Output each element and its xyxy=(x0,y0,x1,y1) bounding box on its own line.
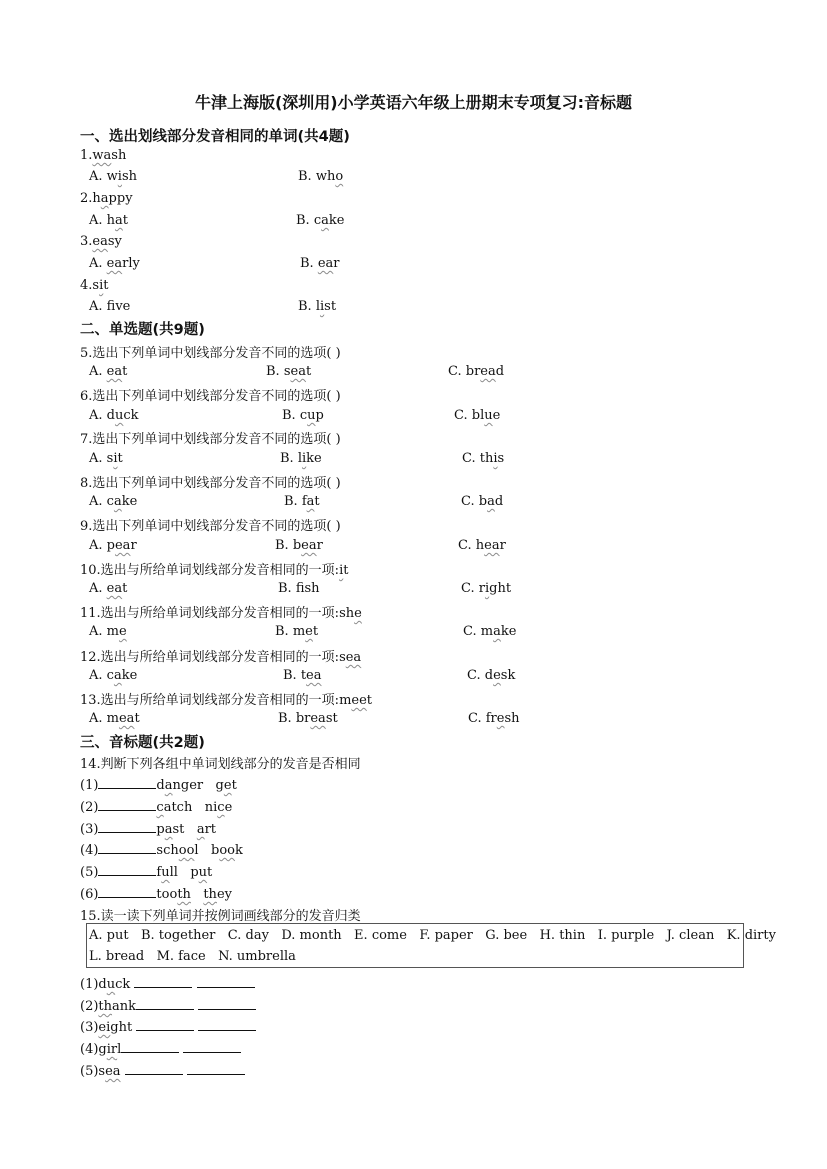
word-bank-line-2: L. bread M. face N. umbrella xyxy=(89,949,296,964)
answer-blank[interactable] xyxy=(136,1018,194,1031)
question-4: 4.sit xyxy=(80,278,109,293)
answer-blank[interactable] xyxy=(121,1040,179,1053)
q5-option-b[interactable]: B. seat xyxy=(266,364,312,379)
q8-option-c[interactable]: C. bad xyxy=(461,494,504,509)
q2-option-a[interactable]: A. hat xyxy=(89,213,129,228)
q15-item: (5)sea xyxy=(80,1062,245,1079)
q11-option-c[interactable]: C. make xyxy=(463,624,517,639)
answer-blank[interactable] xyxy=(187,1062,245,1075)
answer-blank[interactable] xyxy=(98,776,156,789)
answer-blank[interactable] xyxy=(98,863,156,876)
q3-option-b[interactable]: B. ear xyxy=(300,256,340,271)
question-7-stem: 7.选出下列单词中划线部分发音不同的选项( ) xyxy=(80,432,341,447)
q14-item: (2) catch nice xyxy=(80,800,233,815)
page-title: 牛津上海版(深圳用)小学英语六年级上册期末专项复习:音标题 xyxy=(194,93,633,112)
question-9-stem: 9.选出下列单词中划线部分发音不同的选项( ) xyxy=(80,519,341,534)
word-bank-box xyxy=(86,923,776,968)
q14-item: (5) full put xyxy=(80,865,213,880)
q10-option-b[interactable]: B. fsh xyxy=(278,581,320,596)
question-6-stem: 6.选出下列单词中划线部分发音不同的选项( ) xyxy=(80,389,341,404)
q15-item: (1)duck xyxy=(80,975,255,992)
q8-option-b[interactable]: B. fat xyxy=(284,494,320,509)
q4-option-b[interactable]: B. list xyxy=(298,299,337,314)
question-2: 2.happy xyxy=(80,191,133,206)
question-13-stem: 13.选出与所给单词划线部分发音相同的一项:meet xyxy=(80,693,373,708)
answer-blank[interactable] xyxy=(125,1062,183,1075)
question-12-stem: 12.选出与所给单词划线部分发音相同的一项:sea xyxy=(80,650,362,665)
q13-option-b[interactable]: B. breast xyxy=(278,711,338,726)
answer-blank[interactable] xyxy=(98,885,156,898)
q5-option-a[interactable]: A. eat xyxy=(89,364,128,379)
answer-blank[interactable] xyxy=(98,841,156,854)
q3-option-a[interactable]: A. early xyxy=(89,256,140,271)
q11-option-b[interactable]: B. met xyxy=(275,624,319,639)
q1-option-a[interactable]: A. wish xyxy=(89,169,138,184)
q8-option-a[interactable]: A. cake xyxy=(89,494,138,509)
question-10-stem: 10.选出与所给单词划线部分发音相同的一项:it xyxy=(80,563,349,578)
q6-option-c[interactable]: C. blue xyxy=(454,408,501,423)
q7-option-a[interactable]: A. sit xyxy=(89,451,123,466)
answer-blank[interactable] xyxy=(183,1040,241,1053)
q9-option-a[interactable]: A. pear xyxy=(89,538,137,553)
question-3: 3.easy xyxy=(80,234,122,249)
q6-option-a[interactable]: A. duck xyxy=(89,408,139,423)
q5-option-c[interactable]: C. bread xyxy=(448,364,505,379)
q15-item: (3)eight xyxy=(80,1018,256,1035)
answer-blank[interactable] xyxy=(134,975,192,988)
q14-item: (4) school book xyxy=(80,843,243,858)
q12-option-b[interactable]: B. tea xyxy=(283,668,322,683)
answer-blank[interactable] xyxy=(136,997,194,1010)
q13-option-a[interactable]: A. meat xyxy=(89,711,140,726)
answer-blank[interactable] xyxy=(98,820,156,833)
q12-option-a[interactable]: A. cake xyxy=(89,668,138,683)
q4-option-a[interactable]: A. fve xyxy=(89,299,131,314)
question-5-stem: 5.选出下列单词中划线部分发音不同的选项( ) xyxy=(80,346,341,361)
q13-option-c[interactable]: C. fresh xyxy=(468,711,520,726)
question-15-stem: 15.读一读下列单词并按例词画线部分的发音归类 xyxy=(80,909,361,924)
q10-option-c[interactable]: C. right xyxy=(461,581,512,596)
answer-blank[interactable] xyxy=(197,975,255,988)
section-heading-1: 一、选出划线部分发音相同的单词(共4题) xyxy=(80,129,350,145)
word-bank-line-1: A. put B. together C. day D. month E. come F. paper G. bee H. thin I. purple J. clean K. dirty xyxy=(89,928,776,943)
q14-item: (3) past art xyxy=(80,822,217,837)
q15-item: (4)girl xyxy=(80,1040,241,1057)
section-heading-2: 二、单选题(共9题) xyxy=(80,322,205,338)
question-8-stem: 8.选出下列单词中划线部分发音不同的选项( ) xyxy=(80,476,341,491)
section-heading-3: 三、音标题(共2题) xyxy=(80,735,205,751)
q12-option-c[interactable]: C. desk xyxy=(467,668,516,683)
answer-blank[interactable] xyxy=(198,1018,256,1031)
q9-option-c[interactable]: C. hear xyxy=(458,538,506,553)
q11-option-a[interactable]: A. me xyxy=(89,624,127,639)
q7-option-b[interactable]: B. like xyxy=(280,451,322,466)
q10-option-a[interactable]: A. eat xyxy=(89,581,128,596)
q9-option-b[interactable]: B. bear xyxy=(275,538,323,553)
q14-item: (1) danger get xyxy=(80,778,237,793)
question-1: 1.wash xyxy=(80,148,127,163)
q7-option-c[interactable]: C. this xyxy=(462,451,505,466)
answer-blank[interactable] xyxy=(198,997,256,1010)
answer-blank[interactable] xyxy=(98,798,156,811)
q15-item: (2)thank xyxy=(80,997,256,1014)
q14-item: (6) tooth they xyxy=(80,887,232,902)
question-14-stem: 14.判断下列各组中单词划线部分的发音是否相同 xyxy=(80,757,361,772)
q6-option-b[interactable]: B. cup xyxy=(282,408,324,423)
q1-option-b[interactable]: B. who xyxy=(298,169,344,184)
question-11-stem: 11.选出与所给单词划线部分发音相同的一项:she xyxy=(80,606,362,621)
q2-option-b[interactable]: B. cake xyxy=(296,213,345,228)
